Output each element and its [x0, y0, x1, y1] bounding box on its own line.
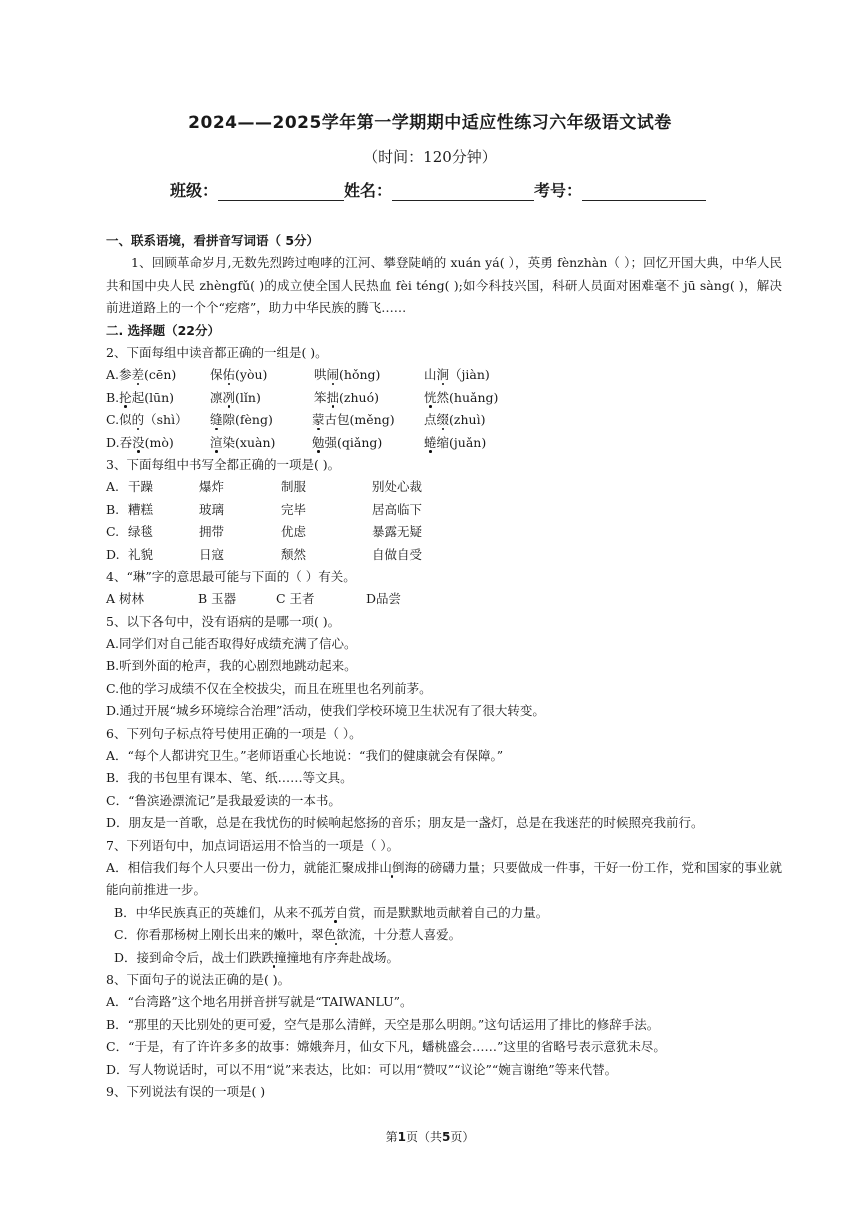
q7-option-b: B．中华民族真正的英雄们，从来不孤芳自赏，而是默默地贡献着自己的力量。: [114, 904, 549, 920]
q2-option-row: C.似的（shì） 缝隙(fèng) 蒙古包(měng) 点缀(zhuì): [106, 412, 486, 428]
exam-time: （时间：120分钟）: [363, 148, 497, 166]
q8-option-a: A．“台湾路”这个地名用拼音拼写就是“TAIWANLU”。: [106, 994, 413, 1010]
question-3-stem: 3、下面每组中书写全都正确的一项是( )。: [106, 456, 341, 472]
q6-option-d: D．朋友是一首歌，总是在我忧伤的时候响起悠扬的音乐；朋友是一盏灯，总是在我迷茫的时候照亮我前行。: [106, 815, 704, 831]
q4-option-a: A 树林: [106, 591, 145, 607]
question-4-stem: 4、“琳”字的意思最可能与下面的（ ）有关。: [106, 568, 356, 584]
q6-option-b: B．我的书包里有课本、笔、纸……等文具。: [106, 770, 353, 786]
q3-option-row: B. 糟糕 玻璃 完毕 居高临下: [106, 501, 423, 517]
page-footer: 第1页（共5页）: [385, 1130, 475, 1144]
q8-option-d: D．写人物说话时，可以不用“说”来表达，比如：可以用“赞叹”“议论”“婉言谢绝”等来代替。: [106, 1061, 618, 1077]
page-number: 1: [397, 1130, 406, 1144]
exam-title: 2024——2025学年第一学期期中适应性练习六年级语文试卷: [188, 113, 672, 133]
q5-option-d: D.通过开展“城乡环境综合治理”活动，使我们学校环境卫生状况有了很大转变。: [106, 703, 545, 719]
q4-option-c: C 王者: [276, 591, 315, 607]
section-1-heading: 一、联系语境，看拼音写词语（ 5分）: [106, 233, 320, 248]
question-2-stem: 2、下面每组中读音都正确的一组是( )。: [106, 345, 328, 360]
class-blank[interactable]: [218, 182, 344, 201]
q4-option-b: B 玉器: [198, 591, 237, 607]
question-7-stem: 7、下列语句中，加点词语运用不恰当的一项是（ ）。: [106, 837, 400, 853]
class-label: 班级：: [170, 181, 219, 200]
name-blank[interactable]: [392, 182, 534, 201]
id-label: 考号：: [534, 181, 583, 200]
q4-option-d: D品尝: [366, 591, 402, 607]
q7-option-d: D．接到命令后，战士们跌跌撞撞地有序奔赴战场。: [114, 949, 400, 965]
q7-option-c: C．你看那杨树上刚长出来的嫩叶，翠色欲流，十分惹人喜爱。: [114, 927, 462, 943]
student-info-line: [170, 178, 706, 201]
question-6-stem: 6、下列句子标点符号使用正确的一项是（ ）。: [106, 725, 362, 741]
q3-option-row: A. 干躁 爆炸 制服 别处心裁: [106, 479, 423, 495]
q5-option-b: B.听到外面的枪声，我的心剧烈地跳动起来。: [106, 658, 357, 674]
name-label: 姓名：: [344, 181, 393, 200]
q2-option-row: A.参差(cēn) 保佑(yòu) 哄闹(hǒng) 山涧（jiàn): [106, 367, 490, 383]
q2-option-row: D.吞没(mò) 渲染(xuàn) 勉强(qiǎng) 蜷缩(juǎn): [106, 434, 487, 450]
q3-option-row: C. 绿毯 拥带 优虑 暴露无疑: [106, 524, 423, 540]
q8-option-c: C．“于是，有了许许多多的故事：嫦娥奔月，仙女下凡，蟠桃盛会……”这里的省略号表示意犹未尽。: [106, 1039, 666, 1055]
q8-option-b: B．“那里的天比别处的更可爱，空气是那么清鲜，天空是那么明朗。”这句话运用了排比的修辞手法。: [106, 1016, 660, 1032]
question-5-stem: 5、以下各句中，没有语病的是哪一项( )。: [106, 613, 341, 629]
q2-option-row: B.抡起(lūn) 凛冽(lǐn) 笨拙(zhuó) 恍然(huǎng): [106, 389, 499, 405]
q3-option-row: D. 礼貌 日寇 颓然 自做自受: [106, 546, 423, 562]
question-9-stem: 9、下列说法有误的一项是( ): [106, 1083, 266, 1099]
q7-option-a: A．相信我们每个人只要出一份力，就能汇聚成排山倒海的磅礴力量；只要做成一件事，干好一份工作，党和国家的事业就能向前推进一步。: [106, 859, 782, 898]
q6-option-c: C．“鲁滨逊漂流记”是我最爱读的一本书。: [106, 792, 341, 808]
q5-option-a: A.同学们对自己能否取得好成绩充满了信心。: [106, 636, 357, 652]
question-8-stem: 8、下面句子的说法正确的是( )。: [106, 971, 291, 987]
question-1-text: 1、回顾革命岁月,无数先烈跨过咆哮的江河、攀登陡峭的 xuán yá( ），英勇 fènzhàn（ ）；回忆开国大典，中华人民共和国中央人民 zhèngfǔ( )的成立使全国人民热血 fèi téng( );如今科技兴国，科研人员面对困难毫不 jū sàng( )，解决前进道路上的一个个“疙瘩”，助力中华民族的腾飞……: [106, 255, 782, 316]
q4-options: [106, 588, 782, 610]
q6-option-a: A．“每个人都讲究卫生。”老师语重心长地说：“我们的健康就会有保障。”: [106, 748, 504, 764]
q5-option-c: C.他的学习成绩不仅在全校拔尖，而且在班里也名列前茅。: [106, 680, 432, 696]
id-blank[interactable]: [582, 182, 706, 201]
total-pages: 5: [442, 1130, 451, 1144]
section-2-heading: 二. 选择题（22分）: [106, 322, 220, 338]
exam-content: [106, 230, 782, 1103]
